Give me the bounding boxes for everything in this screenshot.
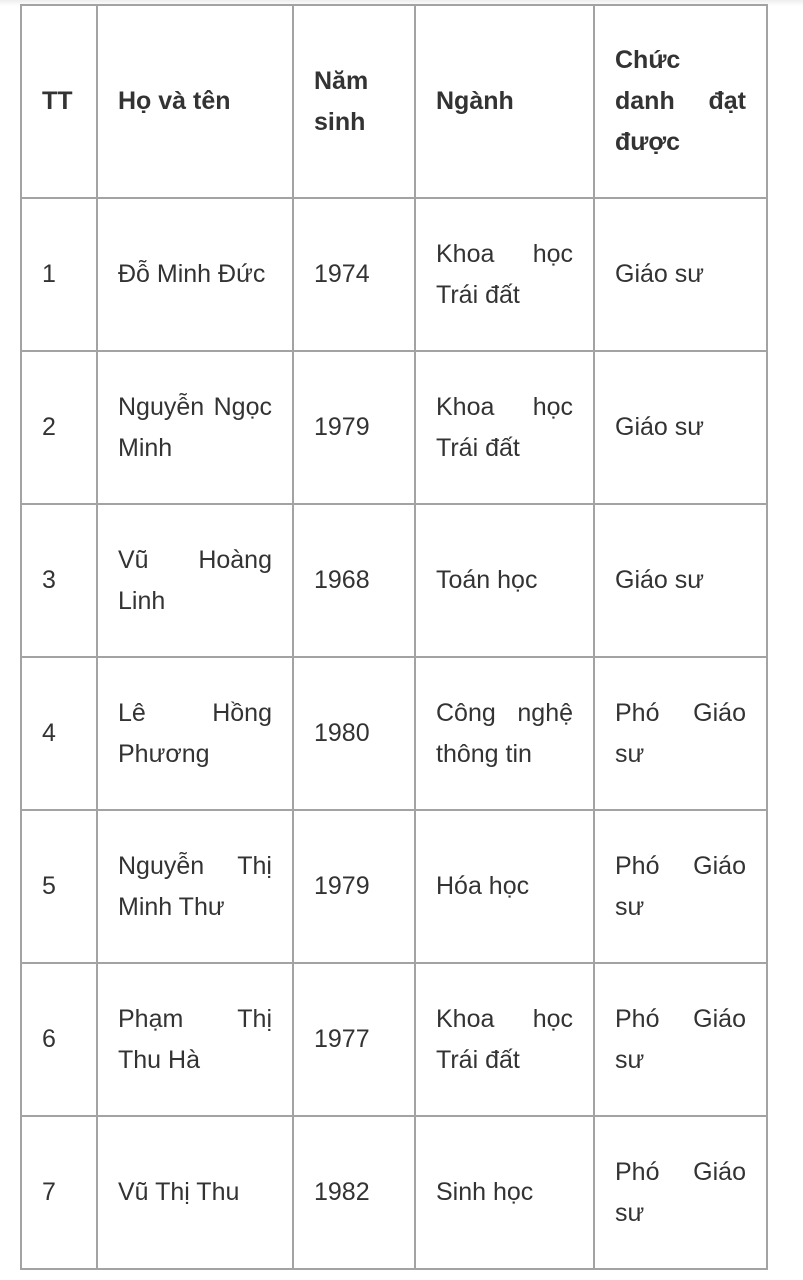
cell-name: Phạm Thị Thu Hà (97, 963, 293, 1116)
header-birth-year: Năm sinh (293, 5, 415, 198)
cell-tt: 1 (21, 198, 97, 351)
cell-tt: 3 (21, 504, 97, 657)
table-row (21, 657, 767, 810)
cell-birth-year: 1982 (293, 1116, 415, 1269)
cell-birth-year: 1968 (293, 504, 415, 657)
cell-field: Công nghệ thông tin (415, 657, 594, 810)
professor-table (20, 4, 768, 1270)
cell-birth-year: 1979 (293, 810, 415, 963)
cell-field: Khoa học Trái đất (415, 198, 594, 351)
header-title: Chức danh đạt được (594, 5, 767, 198)
cell-birth-year: 1979 (293, 351, 415, 504)
cell-name: Vũ Hoàng Linh (97, 504, 293, 657)
cell-tt: 5 (21, 810, 97, 963)
table-row (21, 1116, 767, 1269)
cell-title: Giáo sư (594, 504, 767, 657)
cell-tt: 7 (21, 1116, 97, 1269)
header-field: Ngành (415, 5, 594, 198)
cell-tt: 4 (21, 657, 97, 810)
cell-field: Khoa học Trái đất (415, 351, 594, 504)
cell-title: Phó Giáo sư (594, 810, 767, 963)
cell-name: Vũ Thị Thu (97, 1116, 293, 1269)
cell-title: Giáo sư (594, 351, 767, 504)
cell-birth-year: 1974 (293, 198, 415, 351)
cell-field: Toán học (415, 504, 594, 657)
cell-title: Phó Giáo sư (594, 1116, 767, 1269)
cell-field: Sinh học (415, 1116, 594, 1269)
cell-field: Khoa học Trái đất (415, 963, 594, 1116)
header-tt: TT (21, 5, 97, 198)
cell-name: Nguyễn Thị Minh Thư (97, 810, 293, 963)
cell-title: Phó Giáo sư (594, 657, 767, 810)
table-row (21, 963, 767, 1116)
table-row (21, 351, 767, 504)
cell-title: Giáo sư (594, 198, 767, 351)
table-row (21, 504, 767, 657)
cell-name: Lê Hồng Phương (97, 657, 293, 810)
table-row (21, 810, 767, 963)
cell-birth-year: 1980 (293, 657, 415, 810)
header-row (21, 5, 767, 198)
cell-tt: 6 (21, 963, 97, 1116)
cell-name: Nguyễn Ngọc Minh (97, 351, 293, 504)
cell-tt: 2 (21, 351, 97, 504)
cell-field: Hóa học (415, 810, 594, 963)
table-row (21, 198, 767, 351)
cell-birth-year: 1977 (293, 963, 415, 1116)
cell-name: Đỗ Minh Đức (97, 198, 293, 351)
header-name: Họ và tên (97, 5, 293, 198)
cell-title: Phó Giáo sư (594, 963, 767, 1116)
